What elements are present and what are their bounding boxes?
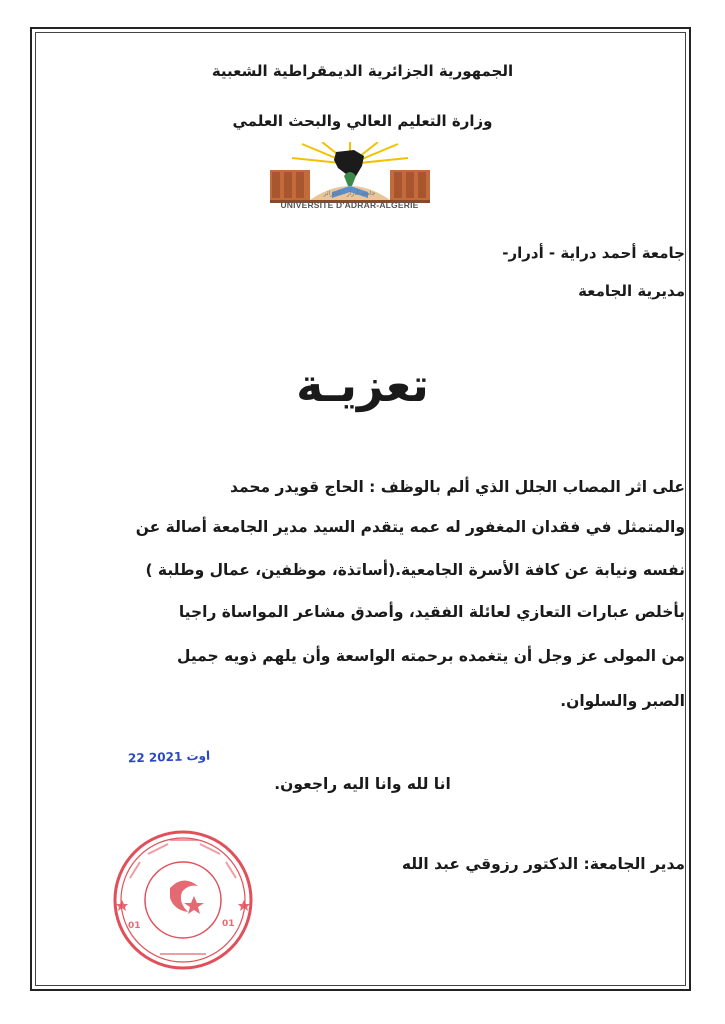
svg-text:01: 01 [222,919,235,929]
closing-phrase: انا لله وانا اليه راجعون. [274,775,451,793]
body-line: من المولى عز وجل أن يتغمده برحمته الواسعة وأن يلهم ذويه جميل [176,647,685,665]
date-stamp: 22 اوت 2021 [127,748,211,766]
body-line: نفسه ونيابة عن كافة الأسرة الجامعية.(أساتذة، موظفين، عمال وطلبة ) [145,561,685,579]
body-line: على اثر المصاب الجلل الذي ألم بالوظف : الحاج قويدر محمد [230,478,685,496]
office-name: مديرية الجامعة [578,282,685,300]
body-line: والمتمثل في فقدان المغفور له عمه يتقدم السيد مدير الجامعة أصالة عن [135,518,685,536]
body-line: الصبر والسلوان. [560,692,685,710]
body-line: بأخلص عبارات التعازي لعائلة الفقيد، وأصدق مشاعر المواساة راجيا [178,603,685,621]
signature-line: مدير الجامعة: الدكتور رزوقي عبد الله [401,855,685,873]
logo-latin-text: UNIVERSITÉ D'ADRAR-ALGÉRIE [280,200,419,210]
republic-header: الجمهورية الجزائرية الديمقراطية الشعبية [211,62,514,80]
official-seal-icon [108,826,258,974]
university-name: جامعة أحمد دراية - أدرار- [502,244,685,262]
ministry-header: وزارة التعليم العالي والبحث العلمي [232,112,493,130]
page-title: تعزيـة [296,358,429,412]
svg-text:01: 01 [128,921,141,931]
logo-arabic-text: جامعة أدرار - الجزائر [323,190,376,197]
